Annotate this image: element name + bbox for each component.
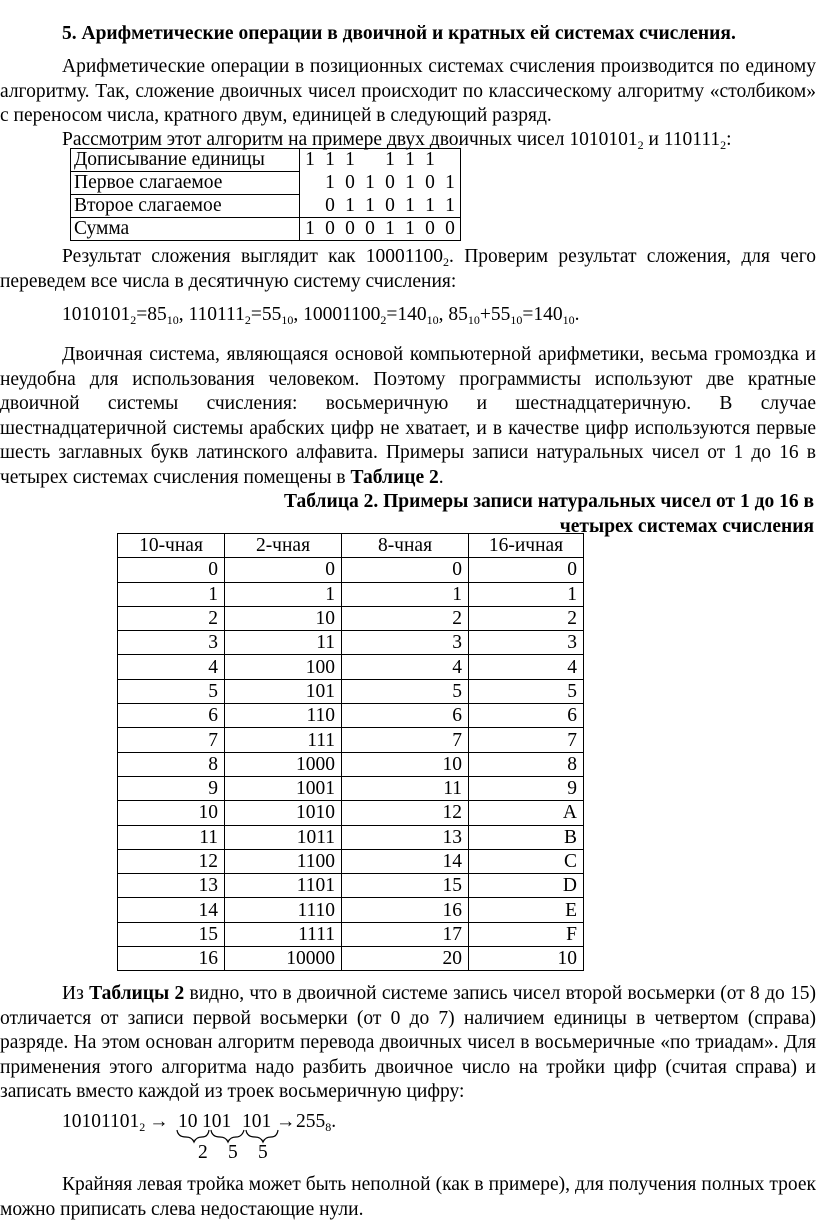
addition-digit: 1 <box>345 194 355 216</box>
addition-digit: 1 <box>440 195 461 218</box>
table-cell: 12 <box>342 801 469 825</box>
addition-digit: 0 <box>340 218 360 241</box>
table-cell: 10 <box>342 752 469 776</box>
addition-digit: 0 <box>425 172 435 193</box>
addition-row <box>71 195 461 218</box>
subscript: 10 <box>166 313 179 327</box>
table-cell: 11 <box>118 825 225 849</box>
example-text-2: и 110111 <box>643 129 721 150</box>
triad-group: 101 <box>242 1111 272 1132</box>
subscript: 2 <box>443 255 450 269</box>
table-cell: 13 <box>342 825 469 849</box>
table-cell: 0 <box>225 558 342 582</box>
table-cell: 13 <box>118 874 225 898</box>
addition-row <box>71 149 461 172</box>
triad-group: 101 <box>202 1111 232 1132</box>
table-cell: 100 <box>225 655 342 679</box>
subscript: 2 <box>139 1120 146 1134</box>
addition-row <box>71 218 461 241</box>
addition-digit: 0 <box>440 218 461 241</box>
table-cell: 1111 <box>225 922 342 946</box>
table-row <box>118 606 584 630</box>
addition-row-label: Первое слагаемое <box>71 172 300 195</box>
table-cell: 6 <box>118 704 225 728</box>
table-cell: 8 <box>469 752 584 776</box>
table-cell: 16 <box>118 947 225 971</box>
addition-digit: 1 <box>420 149 440 172</box>
table-cell: 4 <box>469 655 584 679</box>
check-part: , 10001100 <box>293 304 381 325</box>
subscript: 10 <box>426 313 439 327</box>
table-row <box>118 631 584 655</box>
subscript: 10 <box>281 313 294 327</box>
paragraph-binary-systems <box>0 343 816 490</box>
check-part: , 110111 <box>178 304 245 325</box>
addition-digit: 0 <box>320 218 340 241</box>
addition-digit: 1 <box>440 172 461 195</box>
octal-result <box>296 1110 336 1135</box>
addition-digit: 1 <box>300 149 321 172</box>
example-text-1: Рассмотрим этот алгоритм на примере двух двоичных чисел 1010101 <box>62 129 638 150</box>
table-row <box>118 849 584 873</box>
result-text-2: . Проверим результат сложения, для чего переведем все числа в десятичную систему счисления: <box>0 246 816 292</box>
table-row <box>118 728 584 752</box>
binary-number: 10101101 <box>62 1111 140 1132</box>
table-row <box>118 801 584 825</box>
addition-digit: 1 <box>365 172 375 193</box>
table-cell: B <box>469 825 584 849</box>
table-cell: 1110 <box>225 898 342 922</box>
check-part: +55 <box>479 304 511 325</box>
paragraph-result <box>0 245 816 294</box>
table-cell: 7 <box>469 728 584 752</box>
table-cell: 10 <box>469 947 584 971</box>
paragraph-final: Крайняя левая тройка может быть неполной (как в примере), для получения полных троек можно приписать слева недостающие нули. <box>0 1174 816 1220</box>
subscript: 2 <box>637 138 644 152</box>
systems-text-end: . <box>438 466 444 488</box>
octal-digit: 2 <box>198 1142 208 1163</box>
addition-digit: 1 <box>405 172 415 193</box>
addition-digit: 1 <box>380 218 400 241</box>
triad-line <box>62 1110 169 1135</box>
subscript: 8 <box>325 1120 332 1134</box>
column-header: 2-чная <box>225 534 342 558</box>
table-row <box>118 874 584 898</box>
triads-text-1: Из <box>62 983 90 1004</box>
addition-digit: 1 <box>425 194 435 216</box>
numbers-table <box>117 533 584 971</box>
table-row <box>118 752 584 776</box>
table-reference: Таблицы 2 <box>89 983 185 1004</box>
check-part: =140 <box>522 304 563 325</box>
subscript: 2 <box>380 313 387 327</box>
table-row <box>118 947 584 971</box>
addition-digit: 1 <box>400 149 420 172</box>
table-cell: 10 <box>225 606 342 630</box>
addition-digit: 0 <box>420 218 440 241</box>
addition-digit: 1 <box>340 149 360 172</box>
addition-digit: 1 <box>325 172 335 193</box>
addition-digit: 0 <box>360 218 380 241</box>
table-cell: A <box>469 801 584 825</box>
table-row <box>118 898 584 922</box>
addition-digit: 0 <box>345 172 355 193</box>
table-cell: 6 <box>469 704 584 728</box>
table-cell: 12 <box>118 849 225 873</box>
subscript: 2 <box>130 313 137 327</box>
section-heading: 5. Арифметические операции в двоичной и кратных ей системах счисления. <box>62 23 736 44</box>
table-cell: 5 <box>118 679 225 703</box>
systems-text: Двоичная система, являющаяся основой компьютерной арифметики, весьма громоздка и неудобна для использования человеком. Поэтому программисты используют две кратные двоичной системы счисления: восьмеричную и шестнадцатеричную. В случае шестнадцатеричной системы арабских цифр не хватает, и в качестве цифр используются первые шесть заглавных букв латинского алфавита. Примеры записи натуральных чисел от 1 до 16 в четырех системах счисления помещены в <box>0 344 816 488</box>
addition-digit: 1 <box>300 218 321 241</box>
table-cell: 3 <box>342 631 469 655</box>
column-header: 8-чная <box>342 534 469 558</box>
table-cell: 0 <box>118 558 225 582</box>
addition-digit <box>300 172 321 195</box>
table-caption: Таблица 2. Примеры записи натуральных чисел от 1 до 16 в четырех системах счисления <box>284 491 814 537</box>
table-cell: 1 <box>342 582 469 606</box>
table-cell: D <box>469 874 584 898</box>
arrow-icon: → <box>276 1111 296 1132</box>
table-cell: 1101 <box>225 874 342 898</box>
table-cell: 5 <box>342 679 469 703</box>
table-cell: 7 <box>118 728 225 752</box>
table-cell: 1100 <box>225 849 342 873</box>
addition-digit <box>360 149 380 172</box>
table-cell: 110 <box>225 704 342 728</box>
table-cell: 15 <box>118 922 225 946</box>
table-cell: 1011 <box>225 825 342 849</box>
table-cell: 4 <box>118 655 225 679</box>
table-row <box>118 776 584 800</box>
subscript: 2 <box>720 138 727 152</box>
subscript: 10 <box>467 313 480 327</box>
table-cell: 2 <box>342 606 469 630</box>
triads-text-2: видно, что в двоичной системе запись чисел второй восьмерки (от 8 до 15) отличается от записи первой восьмерки (от 0 до 7) наличием единицы в четвертом (справа) разряде. На этом основан алгоритм перевода двоичных чисел в восьмеричные «по триадам». Для применения этого алгоритма надо разбить двоичное число на тройки цифр (считая справа) и записать вместо каждой из троек восьмеричную цифру: <box>0 983 816 1102</box>
check-part: =140 <box>386 304 427 325</box>
table-cell: 7 <box>342 728 469 752</box>
table-cell: 2 <box>118 606 225 630</box>
period: . <box>331 1111 337 1132</box>
table-cell: C <box>469 849 584 873</box>
addition-digit: 1 <box>405 194 415 216</box>
paragraph-intro: Арифметические операции в позиционных системах счисления производится по единому алгоритму. Так, сложение двоичных чисел происходит по классическому алгоритму «столбиком» с переносом числа, кратного двум, единицей в следующий разряд. <box>0 56 816 126</box>
arrow-icon: → <box>149 1111 169 1132</box>
table-row <box>118 704 584 728</box>
table-cell: 10000 <box>225 947 342 971</box>
table-row <box>118 655 584 679</box>
octal-digit: 5 <box>228 1142 238 1163</box>
table-cell: 16 <box>342 898 469 922</box>
addition-row-label: Дописывание единицы <box>71 149 300 172</box>
addition-row-label: Второе слагаемое <box>71 195 300 218</box>
addition-digit: 0 <box>325 194 335 216</box>
table-cell: 1 <box>225 582 342 606</box>
table-cell: 3 <box>118 631 225 655</box>
addition-digit <box>300 195 321 218</box>
table-cell: 1 <box>118 582 225 606</box>
table-cell: 6 <box>342 704 469 728</box>
conversion-check <box>0 303 816 328</box>
subscript: 2 <box>244 313 251 327</box>
table-cell: 111 <box>225 728 342 752</box>
table-cell: 4 <box>342 655 469 679</box>
table-cell: 11 <box>342 776 469 800</box>
table-row <box>118 558 584 582</box>
column-header: 16-ичная <box>469 534 584 558</box>
table-cell: 9 <box>118 776 225 800</box>
table-cell: 15 <box>342 874 469 898</box>
octal-number: 255 <box>296 1111 326 1132</box>
table-cell: 3 <box>469 631 584 655</box>
result-text-1: Результат сложения выглядит как 10001100 <box>62 246 444 267</box>
table-cell: 17 <box>342 922 469 946</box>
triad-example <box>62 1110 462 1163</box>
table-cell: 1 <box>469 582 584 606</box>
subscript: 10 <box>562 313 575 327</box>
column-header: 10-чная <box>118 534 225 558</box>
triad-group: 10 <box>178 1111 198 1132</box>
table-cell: E <box>469 898 584 922</box>
addition-digit: 1 <box>380 149 400 172</box>
table-row <box>118 922 584 946</box>
table-cell: 8 <box>118 752 225 776</box>
table-reference: Таблице 2 <box>350 466 439 488</box>
check-part: =55 <box>250 304 282 325</box>
addition-table <box>70 148 461 241</box>
addition-digit: 0 <box>385 172 395 193</box>
addition-row-label: Сумма <box>71 218 300 241</box>
check-part: =85 <box>136 304 167 325</box>
table-cell: 20 <box>342 947 469 971</box>
check-part: . <box>574 304 580 325</box>
table-cell: 5 <box>469 679 584 703</box>
table-cell: 1000 <box>225 752 342 776</box>
check-part: , 85 <box>438 304 468 325</box>
table-cell: 0 <box>469 558 584 582</box>
table-cell: 2 <box>469 606 584 630</box>
table-cell: 0 <box>342 558 469 582</box>
table-cell: 14 <box>118 898 225 922</box>
addition-digit: 1 <box>400 218 420 241</box>
table-row <box>118 825 584 849</box>
table-cell: 10 <box>118 801 225 825</box>
addition-digit <box>440 149 461 172</box>
subscript: 10 <box>510 313 523 327</box>
octal-digit: 5 <box>258 1142 268 1163</box>
table-cell: 1010 <box>225 801 342 825</box>
addition-row <box>71 172 461 195</box>
paragraph-triads <box>0 982 816 1105</box>
addition-digit: 0 <box>385 194 395 216</box>
addition-digit: 1 <box>365 194 375 216</box>
table-cell: 11 <box>225 631 342 655</box>
example-text-3: : <box>726 129 732 150</box>
table-cell: 9 <box>469 776 584 800</box>
table-cell: F <box>469 922 584 946</box>
table-row <box>118 679 584 703</box>
check-part: 1010101 <box>62 304 131 325</box>
table-cell: 101 <box>225 679 342 703</box>
table-row <box>118 582 584 606</box>
table-cell: 14 <box>342 849 469 873</box>
addition-digit: 1 <box>320 149 340 172</box>
table-cell: 1001 <box>225 776 342 800</box>
